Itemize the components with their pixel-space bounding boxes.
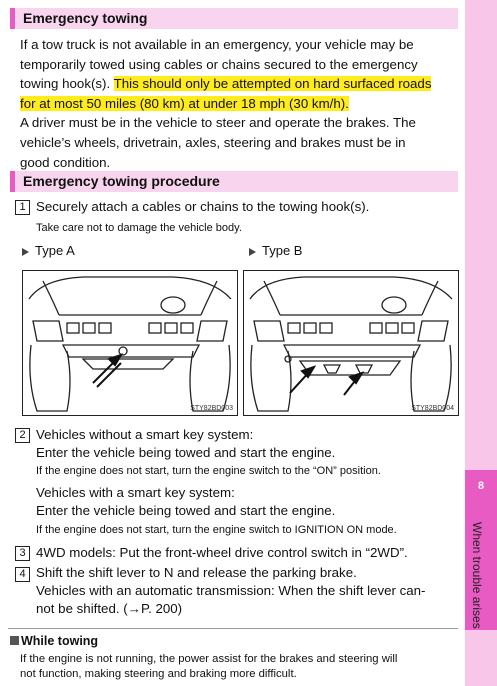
step-text: Enter the vehicle being towed and start the engine. bbox=[36, 503, 336, 518]
figure-code: STY82BD004 bbox=[411, 405, 454, 412]
section-title: Emergency towing bbox=[23, 10, 148, 26]
step-number: 2 bbox=[15, 428, 30, 443]
triangle-bullet-icon bbox=[249, 248, 256, 256]
text-line bbox=[20, 94, 452, 114]
text-line: not function, making steering and braking more difficult. bbox=[20, 668, 297, 680]
section-heading-emergency-towing bbox=[10, 8, 458, 29]
figure-code: STY82BD003 bbox=[190, 405, 233, 412]
step-text: Securely attach a cables or chains to the towing hook(s). bbox=[36, 199, 370, 214]
text-line: temporarily towed using cables or chains secured to the emergency bbox=[20, 56, 418, 72]
text-line: If a tow truck is not available in an emergency, your vehicle may be bbox=[20, 37, 414, 52]
step-text: Shift the shift lever to N and release the parking brake. bbox=[36, 565, 357, 580]
step-note: Take care not to damage the vehicle body. bbox=[36, 222, 242, 234]
text-line: vehicle’s wheels, drivetrain, axles, steering and brakes must be in bbox=[20, 134, 406, 150]
step-text: Vehicles without a smart key system: bbox=[36, 427, 254, 442]
chapter-title: When trouble arises bbox=[470, 522, 484, 629]
text-line: A driver must be in the vehicle to steer and operate the brakes. The bbox=[20, 115, 416, 131]
chapter-tab[interactable] bbox=[465, 470, 497, 630]
section-divider bbox=[8, 628, 458, 629]
intro-paragraph bbox=[20, 35, 452, 172]
triangle-bullet-icon bbox=[22, 248, 29, 256]
vehicle-front-illustration bbox=[244, 271, 458, 415]
step-number: 1 bbox=[15, 200, 30, 215]
section-title: Emergency towing procedure bbox=[23, 173, 220, 189]
type-a-label: Type A bbox=[22, 243, 75, 258]
step-text: Vehicles with a smart key system: bbox=[36, 485, 235, 500]
while-towing-text bbox=[20, 652, 456, 682]
highlighted-text: This should only be attempted on hard surfaced roads bbox=[113, 76, 432, 92]
step-text: Enter the vehicle being towed and start the engine. bbox=[36, 445, 336, 460]
square-bullet-icon bbox=[10, 636, 19, 645]
step-text: not be shifted. (→P. 200) bbox=[36, 601, 183, 616]
vehicle-front-illustration bbox=[23, 271, 237, 415]
step-text: Vehicles with an automatic transmission: When the shift lever can- bbox=[36, 583, 426, 598]
step-number: 3 bbox=[15, 546, 30, 561]
step-note: If the engine does not start, turn the engine switch to the “ON” position. bbox=[36, 465, 381, 477]
text-segment: towing hook(s). bbox=[20, 76, 114, 92]
type-b-label: Type B bbox=[249, 243, 302, 258]
highlighted-text: for at most 50 miles (80 km) at under 18 mph (30 km/h). bbox=[20, 95, 349, 111]
figure-type-a bbox=[22, 270, 238, 416]
text-line: If the engine is not running, the power assist for the brakes and steering will bbox=[20, 653, 398, 665]
chapter-number: 8 bbox=[477, 480, 485, 492]
figure-type-b bbox=[243, 270, 459, 416]
text-line: good condition. bbox=[20, 154, 111, 170]
step-number: 4 bbox=[15, 567, 30, 582]
step-text: 4WD models: Put the front-wheel drive control switch in “2WD”. bbox=[36, 545, 408, 560]
step-note: If the engine does not start, turn the engine switch to IGNITION ON mode. bbox=[36, 524, 397, 536]
section-heading-procedure bbox=[10, 171, 458, 192]
while-towing-title: While towing bbox=[10, 634, 98, 648]
text-line bbox=[20, 74, 452, 94]
